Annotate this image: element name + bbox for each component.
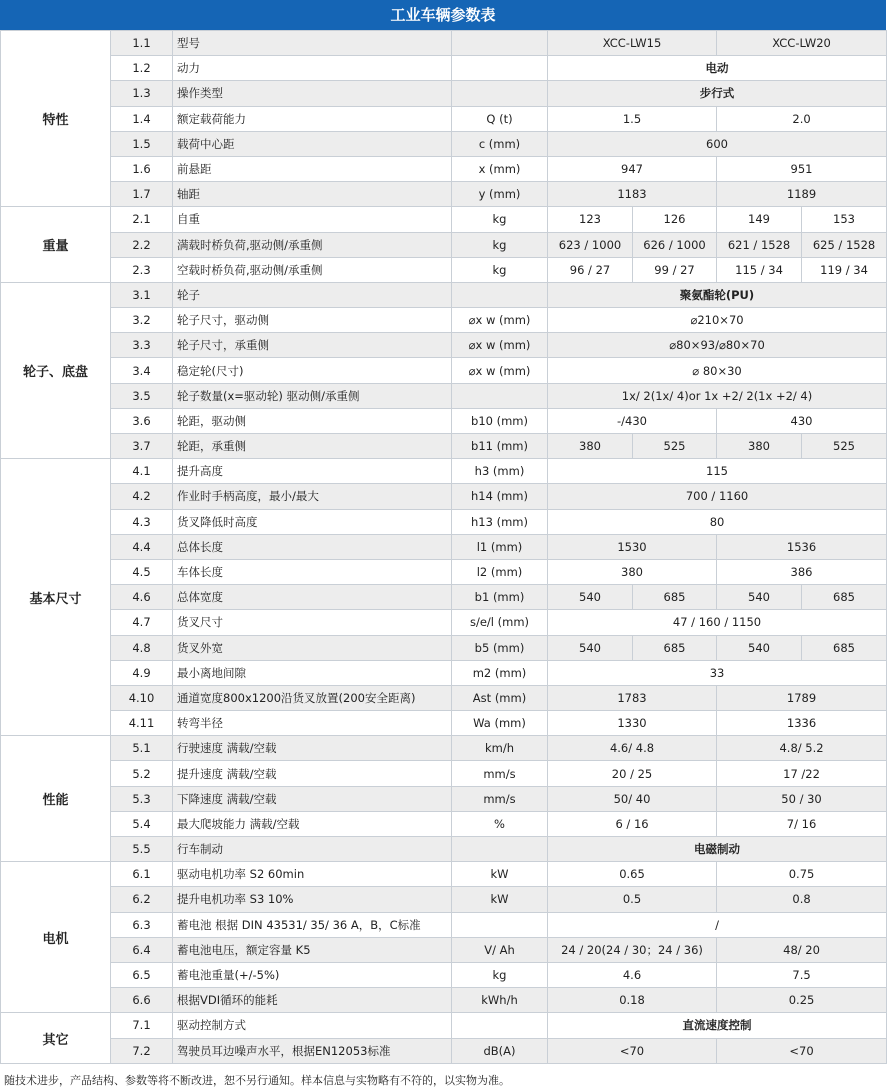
item-value: 1189: [717, 182, 887, 207]
item-name: 通道宽度800x1200沿货叉放置(200安全距离): [173, 685, 452, 710]
item-name: 提升速度 满载/空载: [173, 761, 452, 786]
category-label: 基本尺寸: [1, 459, 111, 736]
item-unit: b1 (mm): [452, 585, 548, 610]
item-value: 600: [548, 131, 887, 156]
item-name: 驾驶员耳边噪声水平，根据EN12053标准: [173, 1038, 452, 1063]
item-value: 0.8: [717, 887, 887, 912]
table-row: [1, 106, 887, 131]
table-row: [1, 660, 887, 685]
table-title: 工业车辆参数表: [0, 0, 886, 30]
item-unit: [452, 1013, 548, 1038]
table-row: [1, 837, 887, 862]
item-value: XCC-LW15: [548, 31, 717, 56]
table-row: [1, 962, 887, 987]
item-value: 115: [548, 459, 887, 484]
item-unit: mm/s: [452, 761, 548, 786]
item-value: 380: [717, 434, 802, 459]
item-unit: kg: [452, 207, 548, 232]
item-value: 119 / 34: [802, 257, 887, 282]
item-name: 行车制动: [173, 837, 452, 862]
table-row: [1, 383, 887, 408]
item-name: 下降速度 满载/空载: [173, 786, 452, 811]
item-unit: y (mm): [452, 182, 548, 207]
table-row: [1, 610, 887, 635]
item-value: 540: [717, 635, 802, 660]
item-name: 驱动电机功率 S2 60min: [173, 862, 452, 887]
item-value: 聚氨酯轮(PU): [548, 282, 887, 307]
item-number: 5.2: [111, 761, 173, 786]
item-name: 车体长度: [173, 559, 452, 584]
category-label: 特性: [1, 31, 111, 207]
item-value: 126: [633, 207, 717, 232]
item-value: 0.75: [717, 862, 887, 887]
item-value: 149: [717, 207, 802, 232]
item-name: 稳定轮(尺寸): [173, 358, 452, 383]
item-unit: kW: [452, 862, 548, 887]
item-value: ⌀210×70: [548, 308, 887, 333]
item-value: 1.5: [548, 106, 717, 131]
table-row: [1, 358, 887, 383]
item-value: 700 / 1160: [548, 484, 887, 509]
item-unit: [452, 31, 548, 56]
item-value: 540: [548, 635, 633, 660]
item-value: 99 / 27: [633, 257, 717, 282]
item-value: 电动: [548, 56, 887, 81]
item-value: 153: [802, 207, 887, 232]
item-name: 载荷中心距: [173, 131, 452, 156]
table-row: [1, 811, 887, 836]
item-name: 轮子: [173, 282, 452, 307]
item-number: 3.7: [111, 434, 173, 459]
item-number: 3.5: [111, 383, 173, 408]
item-unit: Q (t): [452, 106, 548, 131]
item-value: 33: [548, 660, 887, 685]
item-unit: km/h: [452, 736, 548, 761]
item-unit: %: [452, 811, 548, 836]
item-value: 0.18: [548, 988, 717, 1013]
item-number: 2.2: [111, 232, 173, 257]
item-name: 根据VDI循环的能耗: [173, 988, 452, 1013]
item-number: 7.1: [111, 1013, 173, 1038]
item-unit: Wa (mm): [452, 711, 548, 736]
category-label: 电机: [1, 862, 111, 1013]
item-value: 625 / 1528: [802, 232, 887, 257]
item-number: 4.8: [111, 635, 173, 660]
item-name: 总体长度: [173, 534, 452, 559]
table-row: [1, 1013, 887, 1038]
item-name: 前悬距: [173, 156, 452, 181]
item-number: 4.9: [111, 660, 173, 685]
item-name: 最大爬坡能力 满载/空载: [173, 811, 452, 836]
item-number: 7.2: [111, 1038, 173, 1063]
item-unit: V/ Ah: [452, 937, 548, 962]
item-number: 4.1: [111, 459, 173, 484]
item-value: ⌀ 80×30: [548, 358, 887, 383]
item-unit: x (mm): [452, 156, 548, 181]
item-value: 1330: [548, 711, 717, 736]
item-value: 96 / 27: [548, 257, 633, 282]
item-number: 3.2: [111, 308, 173, 333]
item-value: 2.0: [717, 106, 887, 131]
item-unit: [452, 81, 548, 106]
table-row: [1, 31, 887, 56]
item-value: 525: [802, 434, 887, 459]
table-row: [1, 887, 887, 912]
item-number: 4.4: [111, 534, 173, 559]
table-row: [1, 408, 887, 433]
item-name: 总体宽度: [173, 585, 452, 610]
item-value: 1536: [717, 534, 887, 559]
item-unit: dB(A): [452, 1038, 548, 1063]
item-unit: Ast (mm): [452, 685, 548, 710]
item-unit: kg: [452, 962, 548, 987]
item-number: 3.3: [111, 333, 173, 358]
item-value: 1x/ 2(1x/ 4)or 1x +2/ 2(1x +2/ 4): [548, 383, 887, 408]
item-name: 轮距，驱动侧: [173, 408, 452, 433]
item-unit: [452, 912, 548, 937]
item-unit: [452, 837, 548, 862]
item-unit: c (mm): [452, 131, 548, 156]
item-value: 525: [633, 434, 717, 459]
item-name: 货叉降低时高度: [173, 509, 452, 534]
item-number: 1.2: [111, 56, 173, 81]
item-number: 1.6: [111, 156, 173, 181]
table-row: [1, 711, 887, 736]
table-row: [1, 484, 887, 509]
item-value: 1530: [548, 534, 717, 559]
item-value: 621 / 1528: [717, 232, 802, 257]
item-unit: [452, 56, 548, 81]
item-number: 6.1: [111, 862, 173, 887]
table-row: [1, 257, 887, 282]
table-row: [1, 308, 887, 333]
item-number: 6.4: [111, 937, 173, 962]
item-name: 空载时桥负荷,驱动侧/承重侧: [173, 257, 452, 282]
item-value: 47 / 160 / 1150: [548, 610, 887, 635]
item-number: 6.3: [111, 912, 173, 937]
table-row: [1, 862, 887, 887]
item-unit: h14 (mm): [452, 484, 548, 509]
item-unit: ⌀x w (mm): [452, 333, 548, 358]
item-number: 3.4: [111, 358, 173, 383]
item-unit: b11 (mm): [452, 434, 548, 459]
item-number: 5.5: [111, 837, 173, 862]
item-unit: [452, 383, 548, 408]
item-name: 提升电机功率 S3 10%: [173, 887, 452, 912]
item-value: 80: [548, 509, 887, 534]
table-row: [1, 685, 887, 710]
item-unit: [452, 282, 548, 307]
item-value: 1336: [717, 711, 887, 736]
item-value: 685: [802, 635, 887, 660]
item-value: 1183: [548, 182, 717, 207]
category-label: 性能: [1, 736, 111, 862]
category-label: 轮子、底盘: [1, 282, 111, 458]
item-name: 轮距，承重侧: [173, 434, 452, 459]
item-name: 提升高度: [173, 459, 452, 484]
item-name: 驱动控制方式: [173, 1013, 452, 1038]
item-unit: kg: [452, 232, 548, 257]
item-number: 6.5: [111, 962, 173, 987]
item-value: 386: [717, 559, 887, 584]
item-number: 4.10: [111, 685, 173, 710]
table-row: [1, 736, 887, 761]
item-unit: m2 (mm): [452, 660, 548, 685]
item-number: 2.3: [111, 257, 173, 282]
item-value: 4.6/ 4.8: [548, 736, 717, 761]
item-value: 7.5: [717, 962, 887, 987]
item-value: 4.6: [548, 962, 717, 987]
item-value: 123: [548, 207, 633, 232]
table-row: [1, 459, 887, 484]
item-value: 1789: [717, 685, 887, 710]
table-row: [1, 635, 887, 660]
item-number: 5.1: [111, 736, 173, 761]
item-name: 蓄电池重量(+/-5%): [173, 962, 452, 987]
item-unit: kg: [452, 257, 548, 282]
item-name: 转弯半径: [173, 711, 452, 736]
item-value: 380: [548, 434, 633, 459]
item-name: 操作类型: [173, 81, 452, 106]
item-number: 6.6: [111, 988, 173, 1013]
item-unit: l2 (mm): [452, 559, 548, 584]
footnote: 随技术进步，产品结构、参数等将不断改进，恕不另行通知。样本信息与实物略有不符的，以实物为准。: [4, 1074, 510, 1087]
table-row: [1, 585, 887, 610]
item-name: 行驶速度 满载/空载: [173, 736, 452, 761]
table-row: [1, 988, 887, 1013]
item-value: 685: [633, 635, 717, 660]
item-value: 0.5: [548, 887, 717, 912]
item-value: 623 / 1000: [548, 232, 633, 257]
category-label: 重量: [1, 207, 111, 283]
item-value: 951: [717, 156, 887, 181]
item-name: 动力: [173, 56, 452, 81]
table-row: [1, 912, 887, 937]
item-unit: b5 (mm): [452, 635, 548, 660]
item-number: 4.7: [111, 610, 173, 635]
item-value: 步行式: [548, 81, 887, 106]
item-name: 作业时手柄高度，最小/最大: [173, 484, 452, 509]
item-number: 1.4: [111, 106, 173, 131]
item-value: 540: [717, 585, 802, 610]
item-value: 24 / 20(24 / 30；24 / 36): [548, 937, 717, 962]
item-name: 轮子尺寸，驱动侧: [173, 308, 452, 333]
item-unit: b10 (mm): [452, 408, 548, 433]
item-unit: kWh/h: [452, 988, 548, 1013]
item-name: 满载时桥负荷,驱动侧/承重侧: [173, 232, 452, 257]
item-value: XCC-LW20: [717, 31, 887, 56]
item-value: 380: [548, 559, 717, 584]
table-row: [1, 1038, 887, 1063]
item-value: 7/ 16: [717, 811, 887, 836]
item-name: 自重: [173, 207, 452, 232]
item-number: 1.1: [111, 31, 173, 56]
table-row: [1, 81, 887, 106]
item-value: 685: [802, 585, 887, 610]
table-row: [1, 131, 887, 156]
item-unit: kW: [452, 887, 548, 912]
item-value: 0.25: [717, 988, 887, 1013]
item-number: 3.1: [111, 282, 173, 307]
table-row: [1, 534, 887, 559]
item-value: 48/ 20: [717, 937, 887, 962]
item-number: 5.4: [111, 811, 173, 836]
item-value: 20 / 25: [548, 761, 717, 786]
table-row: [1, 232, 887, 257]
item-unit: s/e/l (mm): [452, 610, 548, 635]
item-value: 17 /22: [717, 761, 887, 786]
table-row: [1, 156, 887, 181]
item-name: 货叉尺寸: [173, 610, 452, 635]
item-number: 3.6: [111, 408, 173, 433]
item-name: 轮子数量(x=驱动轮) 驱动侧/承重侧: [173, 383, 452, 408]
item-value: 电磁制动: [548, 837, 887, 862]
item-name: 蓄电池电压，额定容量 K5: [173, 937, 452, 962]
item-unit: l1 (mm): [452, 534, 548, 559]
item-number: 4.5: [111, 559, 173, 584]
item-unit: mm/s: [452, 786, 548, 811]
item-unit: h13 (mm): [452, 509, 548, 534]
category-label: 其它: [1, 1013, 111, 1063]
item-value: 6 / 16: [548, 811, 717, 836]
item-name: 货叉外宽: [173, 635, 452, 660]
item-value: ⌀80×93/⌀80×70: [548, 333, 887, 358]
item-value: 1783: [548, 685, 717, 710]
item-value: <70: [548, 1038, 717, 1063]
table-row: [1, 207, 887, 232]
item-number: 5.3: [111, 786, 173, 811]
item-number: 1.3: [111, 81, 173, 106]
table-row: [1, 434, 887, 459]
item-number: 4.11: [111, 711, 173, 736]
item-number: 4.2: [111, 484, 173, 509]
item-name: 型号: [173, 31, 452, 56]
item-value: /: [548, 912, 887, 937]
item-number: 4.3: [111, 509, 173, 534]
item-name: 蓄电池 根据 DIN 43531/ 35/ 36 A，B，C标准: [173, 912, 452, 937]
table-row: [1, 182, 887, 207]
item-value: 50 / 30: [717, 786, 887, 811]
item-number: 1.7: [111, 182, 173, 207]
item-number: 6.2: [111, 887, 173, 912]
item-unit: h3 (mm): [452, 459, 548, 484]
item-value: -/430: [548, 408, 717, 433]
item-number: 2.1: [111, 207, 173, 232]
item-value: 直流速度控制: [548, 1013, 887, 1038]
parameter-table: [0, 30, 887, 1064]
item-value: 540: [548, 585, 633, 610]
item-value: 947: [548, 156, 717, 181]
table-row: [1, 282, 887, 307]
item-value: 626 / 1000: [633, 232, 717, 257]
item-name: 最小离地间隙: [173, 660, 452, 685]
item-value: 685: [633, 585, 717, 610]
item-value: 4.8/ 5.2: [717, 736, 887, 761]
item-value: 0.65: [548, 862, 717, 887]
table-row: [1, 509, 887, 534]
item-name: 轴距: [173, 182, 452, 207]
table-row: [1, 786, 887, 811]
item-value: <70: [717, 1038, 887, 1063]
item-value: 50/ 40: [548, 786, 717, 811]
item-unit: ⌀x w (mm): [452, 308, 548, 333]
table-row: [1, 761, 887, 786]
table-row: [1, 937, 887, 962]
item-number: 1.5: [111, 131, 173, 156]
item-value: 430: [717, 408, 887, 433]
item-name: 轮子尺寸，承重侧: [173, 333, 452, 358]
table-row: [1, 333, 887, 358]
item-unit: ⌀x w (mm): [452, 358, 548, 383]
table-row: [1, 56, 887, 81]
item-number: 4.6: [111, 585, 173, 610]
item-value: 115 / 34: [717, 257, 802, 282]
table-row: [1, 559, 887, 584]
item-name: 额定载荷能力: [173, 106, 452, 131]
